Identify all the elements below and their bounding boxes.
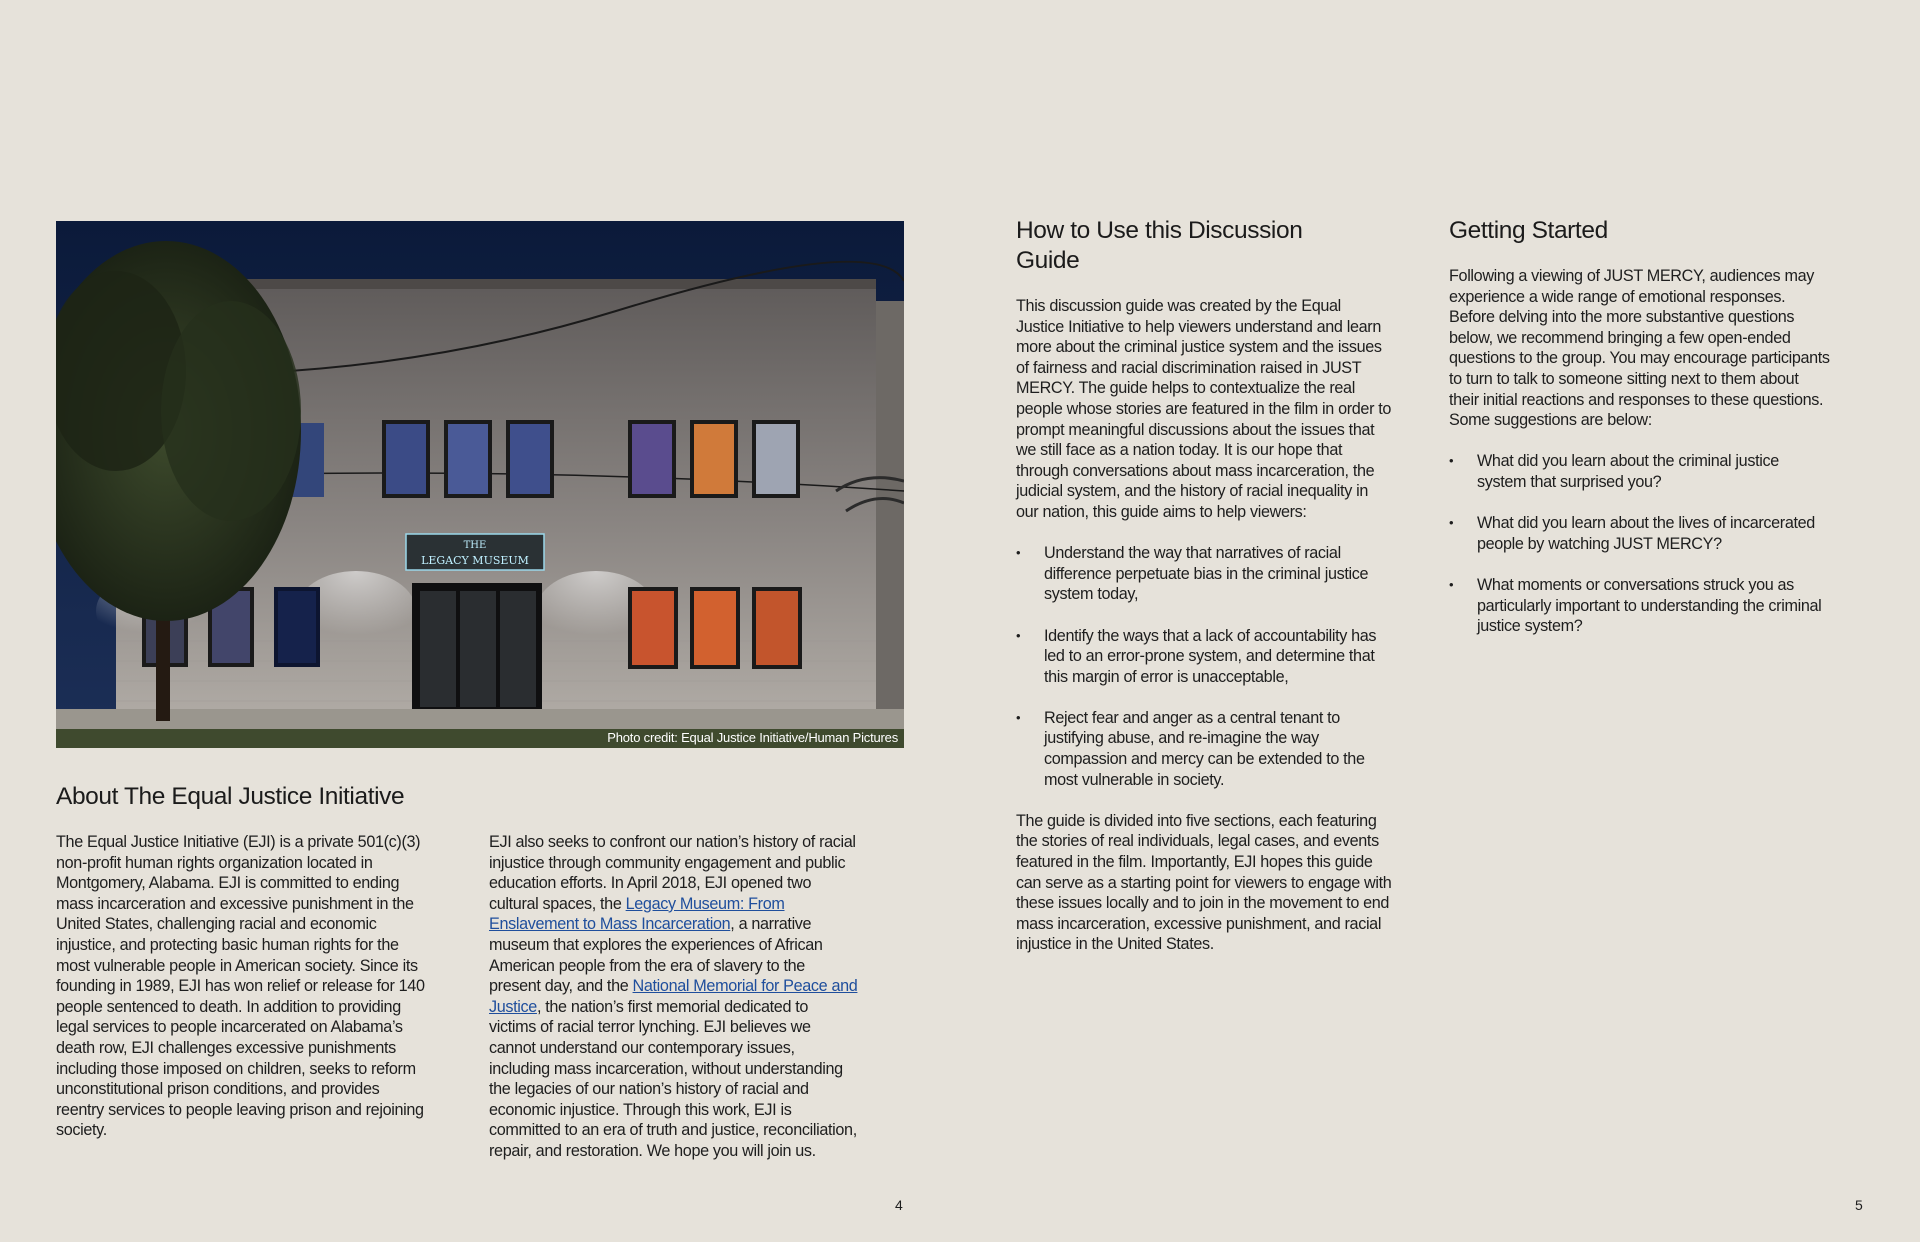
- getting-started-heading: Getting Started: [1449, 217, 1608, 244]
- list-item: • Understand the way that narratives of racial difference perpetuate bias in the criminal justice system today,: [1016, 543, 1392, 605]
- how-to-heading: How to Use this Discussion Guide: [1016, 217, 1303, 274]
- list-item: • What moments or conversations struck you as particularly important to understanding the criminal justice system?: [1449, 575, 1831, 637]
- getting-started-section: [1449, 266, 1831, 657]
- page-number-left: 4: [895, 1197, 903, 1213]
- list-item: • What did you learn about the criminal justice system that surprised you?: [1449, 451, 1831, 492]
- legacy-museum-link[interactable]: Legacy Museum: From Enslavement to Mass Incarceration: [489, 894, 785, 934]
- list-item: • What did you learn about the lives of incarcerated people by watching JUST MERCY?: [1449, 513, 1831, 554]
- how-to-outro: The guide is divided into five sections, each featuring the stories of real individuals, legal cases, and events featured in the film. Importantly, EJI hopes this guide can serve as a starting point for viewers to engage with these issues locally and to join in the movement to end mass incarceration, excessive punishment, and racial injustice in the United States.: [1016, 811, 1392, 954]
- how-to-intro: This discussion guide was created by the Equal Justice Initiative to help viewers understand and learn more about the criminal justice system and the issues of fairness and racial discrimination raised in JUST MERCY. The guide helps to contextualize the real people whose stories are featured in the film in order to prompt meaningful discussions about the issues that we still face as a nation today. It is our hope that through conversations about mass incarceration, the judicial system, and the history of racial inequality in our nation, this guide aims to help viewers:: [1016, 297, 1392, 521]
- page-number-right: 5: [1855, 1197, 1863, 1213]
- legacy-museum-photo: [56, 221, 904, 748]
- about-heading: About The Equal Justice Initiative: [56, 783, 405, 810]
- photo-credit: Photo credit: Equal Justice Initiative/Human Pictures: [607, 730, 898, 745]
- list-item: • Reject fear and anger as a central tenant to justifying abuse, and re-imagine the way compassion and mercy can be extended to the most vulnerable in society.: [1016, 708, 1392, 790]
- about-col2-text-2: , a narrative museum that explores the experiences of African American people from the era of slavery to the present day, and the: [489, 915, 823, 996]
- getting-started-questions: [1449, 451, 1831, 636]
- sign-line-1: THE: [463, 540, 487, 551]
- how-to-section: [1016, 296, 1392, 955]
- about-column-2: [489, 832, 859, 1162]
- about-col2-text-3: , the nation’s first memorial dedicated to victims of racial terror lynching. EJI believes we cannot understand our contemporary issues, including mass incarceration, without understanding the legacies of our nation’s history of racial and economic injustice. Through this work, EJI is committed to an era of truth and justice, reconciliation, repair, and restoration. We hope you will join us.: [489, 997, 857, 1160]
- getting-started-intro: Following a viewing of JUST MERCY, audiences may experience a wide range of emotional responses. Before delving into the more substantive questions below, we recommend bringing a few open-ended questions to the group. You may encourage participants to turn to talk to someone sitting next to them about their initial reactions and responses to these questions. Some suggestions are below:: [1449, 267, 1830, 430]
- list-item: • Identify the ways that a lack of accountability has led to an error-prone system, and determine that this margin of error is unacceptable,: [1016, 626, 1392, 688]
- sign-line-2: LEGACY MUSEUM: [421, 554, 529, 567]
- about-column-1: The Equal Justice Initiative (EJI) is a private 501(c)(3) non-profit human rights organization located in Montgomery, Alabama. EJI is committed to ending mass incarceration and excessive punishment in the United States, challenging racial and economic injustice, and protecting basic human rights for the most vulnerable people in American society. Since its founding in 1989, EJI has won relief or release for 140 people sentenced to death. In addition to providing legal services to people incarcerated on Alabama’s death row, EJI challenges excessive punishments including those imposed on children, seeks to reform unconstitutional prison conditions, and provides reentry services to people leaving prison and rejoining society.: [56, 833, 425, 1140]
- how-to-bullets: [1016, 543, 1392, 790]
- about-col2-text-1: EJI also seeks to confront our nation’s history of racial injustice through community engagement and public education efforts. In April 2018, EJI opened two cultural spaces, the: [489, 833, 856, 913]
- national-memorial-link[interactable]: National Memorial for Peace and Justice: [489, 977, 858, 1016]
